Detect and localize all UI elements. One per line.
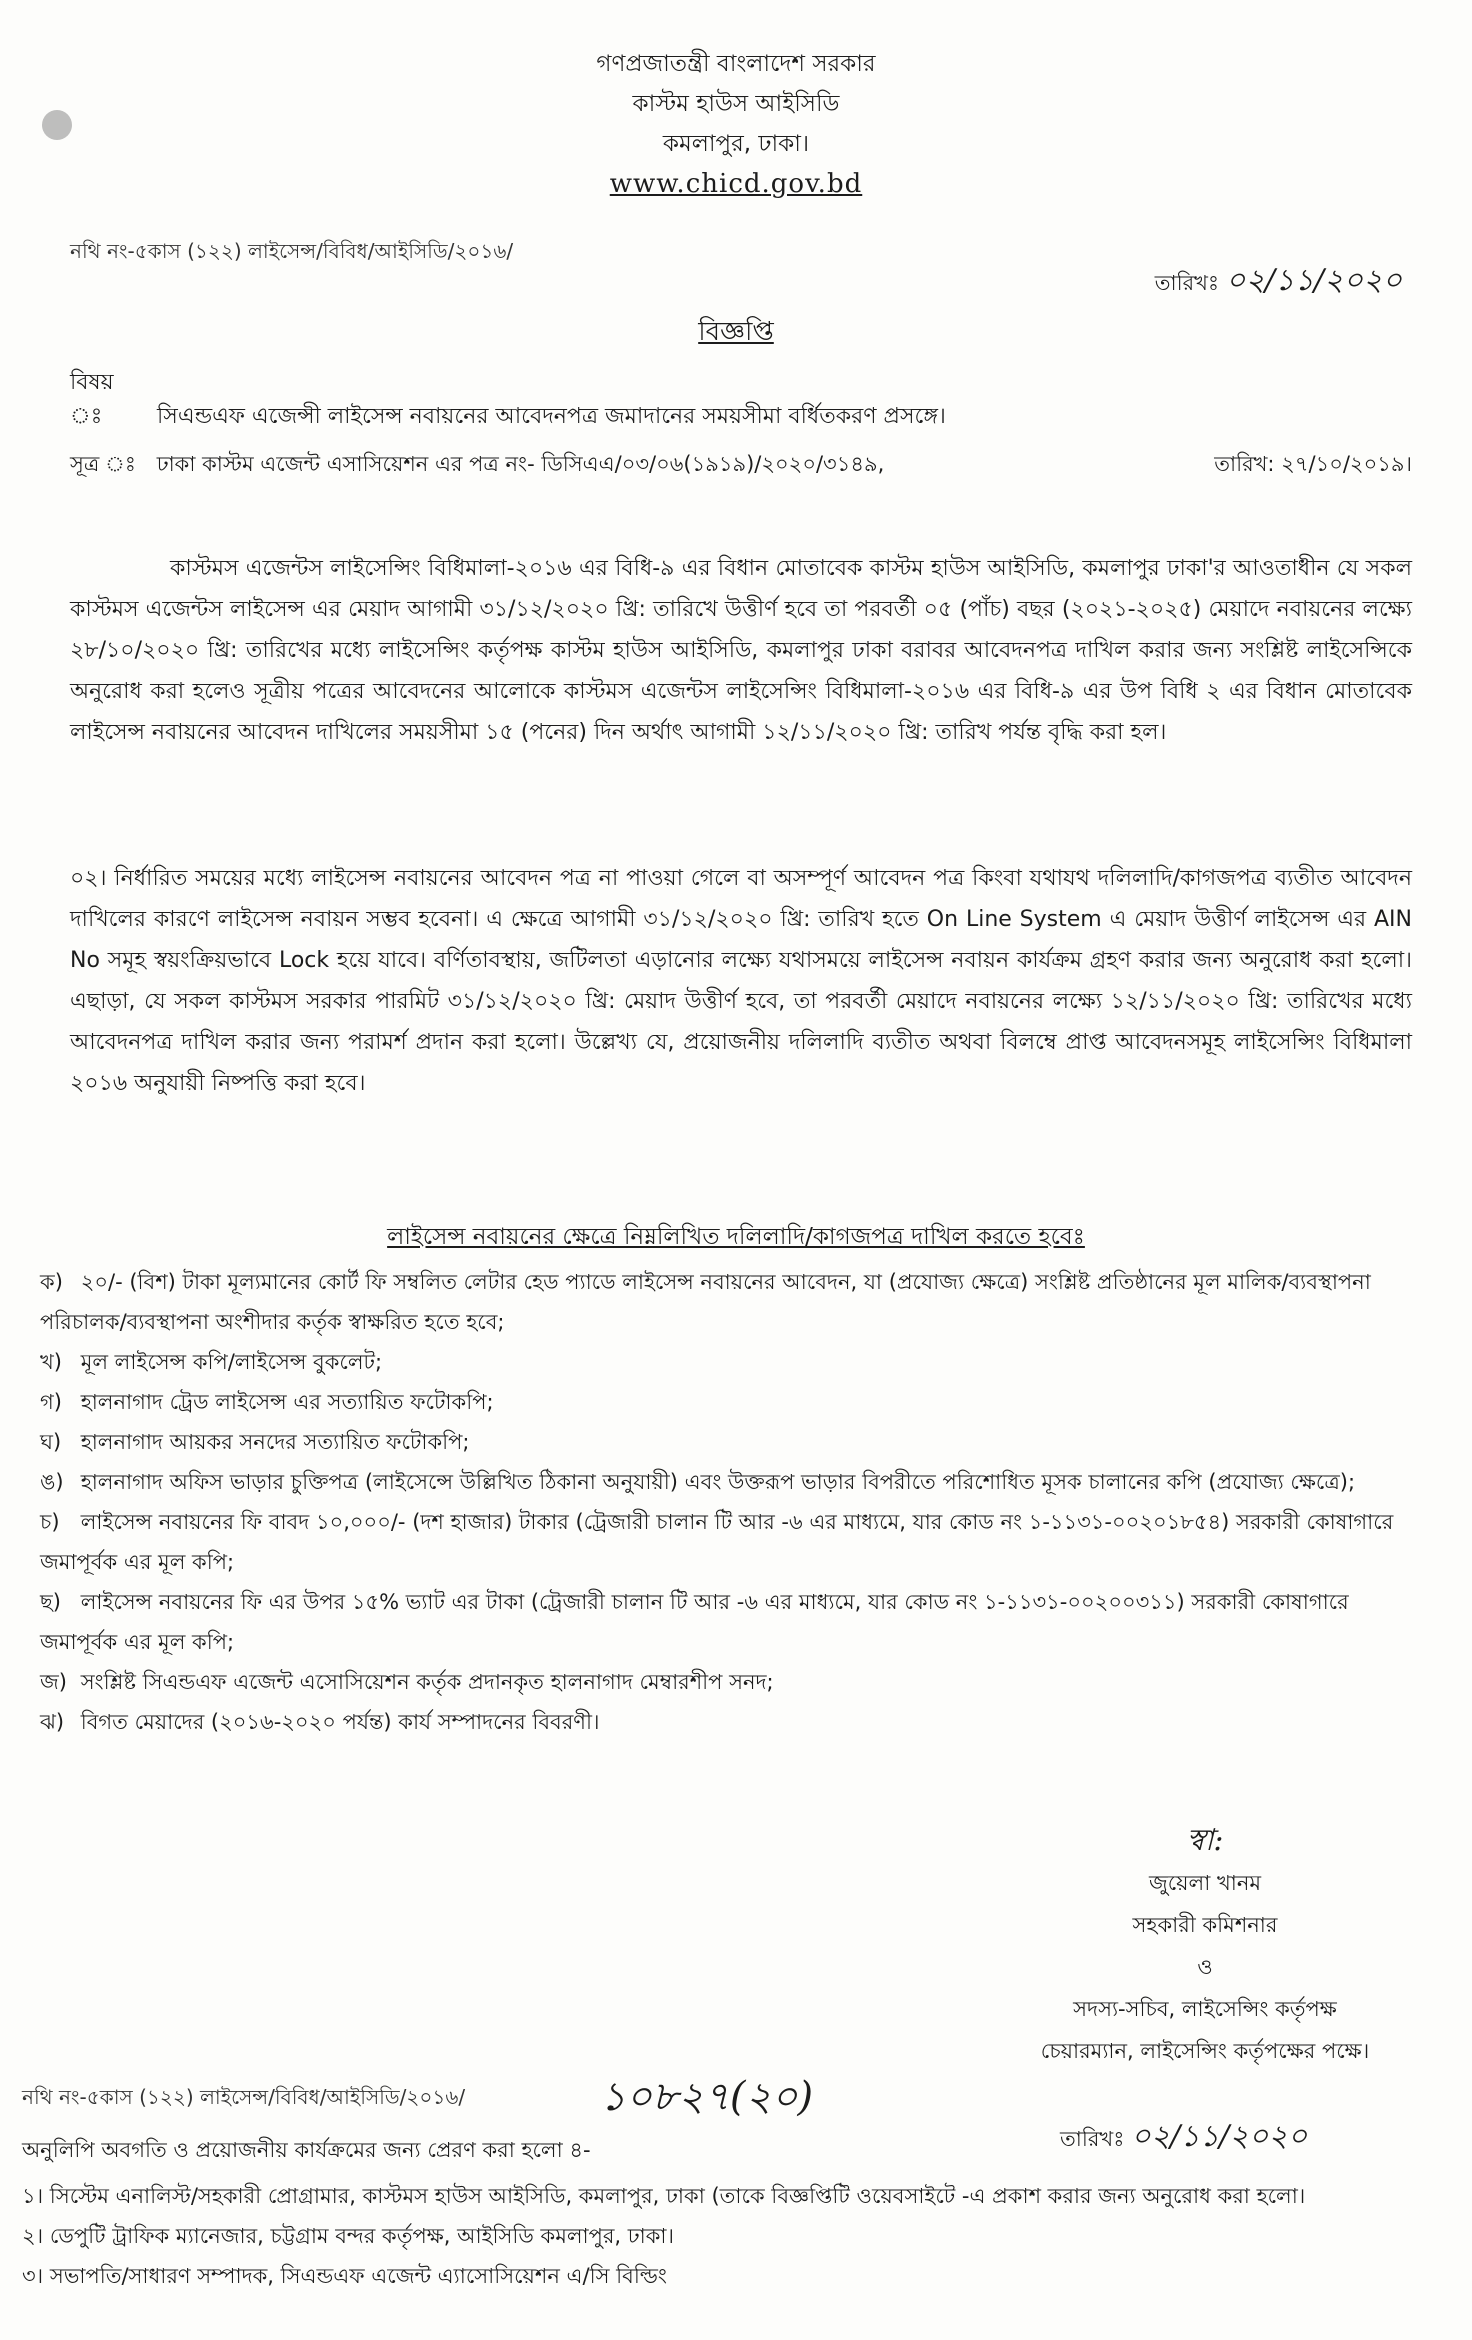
list-item: চ) লাইসেন্স নবায়নের ফি বাবদ ১০,০০০/- (দশ হাজার) টাকার (ট্রেজারী চালান টি আর -৬ এর মাধ্যমে, যার কোড নং ১-১১৩১-০০২০১৮৫৪) সরকারী কোষাগারে জমাপূর্বক এর মূল কপি; bbox=[40, 1510, 1394, 1574]
date-value: ০২/১১/২০২০ bbox=[1225, 263, 1402, 298]
list-item: ঙ) হালনাগাদ অফিস ভাড়ার চুক্তিপত্র (লাইসেন্সে উল্লিখিত ঠিকানা অনুযায়ী) এবং উক্তরূপ ভাড়ার বিপরীতে পরিশোধিত মূসক চালানের কপি (প্রযোজ্য ক্ষেত্রে); bbox=[40, 1470, 1356, 1494]
office-name: কাস্টম হাউস আইসিডি bbox=[632, 91, 840, 117]
signatory-role: সদস্য-সচিব, লাইসেন্সিং কর্তৃপক্ষ bbox=[1073, 1997, 1337, 2021]
paragraph-2: ০২। নির্ধারিত সময়ের মধ্যে লাইসেন্স নবায়নের আবেদন পত্র না পাওয়া গেলে বা অসম্পূর্ণ আবেদন পত্র কিংবা যথাযথ দলিলাদি/কাগজপত্র ব্যতীত আবেদন দাখিলের কারণে লাইসেন্স নবায়ন সম্ভব হবেনা। এ ক্ষেত্রে আগামী ৩১/১২/২০২০ খ্রি: তারিখ হতে On Line System এ মেয়াদ উত্তীর্ণ লাইসেন্স এর AIN No সমূহ স্বয়ংক্রিয়ভাবে Lock হয়ে যাবে। বর্ণিতাবস্থায়, জটিলতা এড়ানোর লক্ষ্যে যথাসময়ে লাইসেন্স নবায়ন কার্যক্রম গ্রহণ করার জন্য অনুরোধ করা হলো। এছাড়া, যে সকল কাস্টমস সরকার পারমিট ৩১/১২/২০২০ খ্রি: মেয়াদ উত্তীর্ণ হবে, তা পরবর্তী মেয়াদে নবায়নের লক্ষ্যে ১২/১১/২০২০ খ্রি: তারিখের মধ্যে আবেদনপত্র দাখিল করার জন্য পরামর্শ প্রদান করা হলো। উল্লেখ্য যে, প্রয়োজনীয় দলিলাদি ব্যতীত অথবা বিলম্বে প্রাপ্ত আবেদনসমূহ লাইসেন্সিং বিধিমালা ২০১৬ অনুযায়ী নিষ্পত্তি করা হবে। bbox=[70, 866, 1412, 1096]
source-text: ঢাকা কাস্টম এজেন্ট এসাসিয়েশন এর পত্র নং- ডিসিএএ/০৩/০৬(১৯১৯)/২০২০/৩১৪৯, bbox=[156, 452, 885, 476]
list-item: গ) হালনাগাদ ট্রেড লাইসেন্স এর সত্যায়িত ফটোকপি; bbox=[40, 1390, 494, 1414]
distribution-date bbox=[1060, 2114, 1307, 2161]
signature-block bbox=[990, 1820, 1420, 2072]
date-label: তারিখঃ bbox=[1154, 271, 1220, 295]
notice-title: বিজ্ঞপ্তি bbox=[698, 317, 774, 347]
subject-text: সিএন্ডএফ এজেন্সী লাইসেন্স নবায়নের আবেদনপত্র জমাদানের সময়সীমা বর্ধিতকরণ প্রসঙ্গে। bbox=[157, 404, 946, 430]
documents-heading: লাইসেন্স নবায়নের ক্ষেত্রে নিম্নলিখিত দলিলাদি/কাগজপত্র দাখিল করতে হবেঃ bbox=[387, 1224, 1085, 1250]
list-item: ঝ) বিগত মেয়াদের (২০১৬-২০২০ পর্যন্ত) কার্য সম্পাদনের বিবরণী। bbox=[40, 1710, 600, 1734]
paragraph-1: কাস্টমস এজেন্টস লাইসেন্সিং বিধিমালা-২০১৬ এর বিধি-৯ এর বিধান মোতাবেক কাস্টম হাউস আইসিডি, কমলাপুর ঢাকা'র আওতাধীন যে সকল কাস্টমস এজেন্টস লাইসেন্স এর মেয়াদ আগামী ৩১/১২/২০২০ খ্রি: তারিখে উত্তীর্ণ হবে তা পরবর্তী ০৫ (পাঁচ) বছর (২০২১-২০২৫) মেয়াদে নবায়নের লক্ষ্যে ২৮/১০/২০২০ খ্রি: তারিখের মধ্যে লাইসেন্সিং কর্তৃপক্ষ কাস্টম হাউস আইসিডি, কমলাপুর ঢাকা বরাবর আবেদনপত্র দাখিল করার জন্য সংশ্লিষ্ট লাইসেন্সিকে অনুরোধ করা হলেও সূত্রীয় পত্রের আবেদনের আলোকে কাস্টমস এজেন্টস লাইসেন্সিং বিধিমালা-২০১৬ এর বিধি-৯ এর উপ বিধি ২ এর বিধান মোতাবেক লাইসেন্স নবায়নের আবেদন দাখিলের সময়সীমা ১৫ (পনের) দিন অর্থাৎ আগামী ১২/১১/২০২০ খ্রি: তারিখ পর্যন্ত বৃদ্ধি করা হল। bbox=[70, 556, 1412, 745]
list-item: ৩। সভাপতি/সাধারণ সম্পাদক, সিএন্ডএফ এজেন্ট এ্যাসোসিয়েশন এ/সি বিল্ডিং bbox=[22, 2264, 667, 2288]
distribution-intro: অনুলিপি অবগতি ও প্রয়োজনীয় কার্যক্রমের জন্য প্রেরণ করা হলো ৪- bbox=[22, 2138, 591, 2162]
issue-date bbox=[1155, 258, 1402, 305]
distribution-reference: নথি নং-৫কাস (১২২) লাইসেন্স/বিবিধ/আইসিডি/২০১৬/ bbox=[22, 2085, 466, 2109]
list-item: ছ) লাইসেন্স নবায়নের ফি এর উপর ১৫% ভ্যাট এর টাকা (ট্রেজারী চালান টি আর -৬ এর মাধ্যমে, যার কোড নং ১-১১৩১-০০২০০৩১১) সরকারী কোষাগারে জমাপূর্বক এর মূল কপি; bbox=[40, 1590, 1349, 1654]
letterhead bbox=[0, 44, 1472, 204]
subject-line bbox=[70, 366, 1412, 434]
list-item: ক) ২০/- (বিশ) টাকা মূল্যমানের কোর্ট ফি সম্বলিত লেটার হেড প্যাডে লাইসেন্স নবায়নের আবেদন, যা (প্রযোজ্য ক্ষেত্রে) সংশ্লিষ্ট প্রতিষ্ঠানের মূল মালিক/ব্যবস্থাপনা পরিচালক/ব্যবস্থাপনা অংশীদার কর্তৃক স্বাক্ষরিত হতে হবে; bbox=[40, 1270, 1371, 1334]
list-item: ১। সিস্টেম এনালিস্ট/সহকারী প্রোগ্রামার, কাস্টমস হাউস আইসিডি, কমলাপুর, ঢাকা (তাকে বিজ্ঞপ্তিটি ওয়েবসাইটে -এ প্রকাশ করার জন্য অনুরোধ করা হলো। bbox=[22, 2184, 1306, 2208]
distribution-date-value: ০২/১১/২০২০ bbox=[1131, 2119, 1308, 2154]
source-date: তারিখ: ২৭/১০/২০১৯। bbox=[1214, 452, 1412, 476]
signature-mark: স্বা: bbox=[1186, 1823, 1224, 1858]
list-item: ২। ডেপুটি ট্রাফিক ম্যানেজার, চট্টগ্রাম বন্দর কর্তৃপক্ষ, আইসিডি কমলাপুর, ঢাকা। bbox=[22, 2224, 675, 2248]
subject-label: বিষয় ঃ bbox=[70, 370, 114, 430]
government-name: গণপ্রজাতন্ত্রী বাংলাদেশ সরকার bbox=[596, 51, 876, 77]
signatory-designation: সহকারী কমিশনার bbox=[1132, 1913, 1278, 1937]
signatory-on-behalf: চেয়ারম্যান, লাইসেন্সিং কর্তৃপক্ষের পক্ষে। bbox=[1040, 2039, 1370, 2063]
source-label: সূত্র ঃ bbox=[70, 452, 136, 476]
distribution-list bbox=[22, 2176, 1412, 2296]
website-link[interactable]: www.chicd.gov.bd bbox=[609, 169, 863, 199]
signatory-and: ও bbox=[1197, 1955, 1213, 1979]
documents-list bbox=[40, 1262, 1417, 1742]
list-item: ঘ) হালনাগাদ আয়কর সনদের সত্যায়িত ফটোকপি; bbox=[40, 1430, 470, 1454]
list-item: খ) মূল লাইসেন্স কপি/লাইসেন্স বুকলেট; bbox=[40, 1350, 383, 1374]
signatory-name: জুয়েলা খানম bbox=[1148, 1871, 1262, 1895]
office-location: কমলাপুর, ঢাকা। bbox=[662, 131, 810, 157]
reference-number: নথি নং-৫কাস (১২২) লাইসেন্স/বিবিধ/আইসিডি/২০১৬/ bbox=[70, 239, 514, 263]
source-line bbox=[70, 448, 1412, 481]
distribution-date-label: তারিখঃ bbox=[1060, 2127, 1125, 2151]
list-item: জ) সংশ্লিষ্ট সিএন্ডএফ এজেন্ট এসোসিয়েশন কর্তৃক প্রদানকৃত হালনাগাদ মেম্বারশীপ সনদ; bbox=[40, 1670, 774, 1694]
handwritten-number: ১০৮২৭(২০) bbox=[600, 2074, 814, 2120]
